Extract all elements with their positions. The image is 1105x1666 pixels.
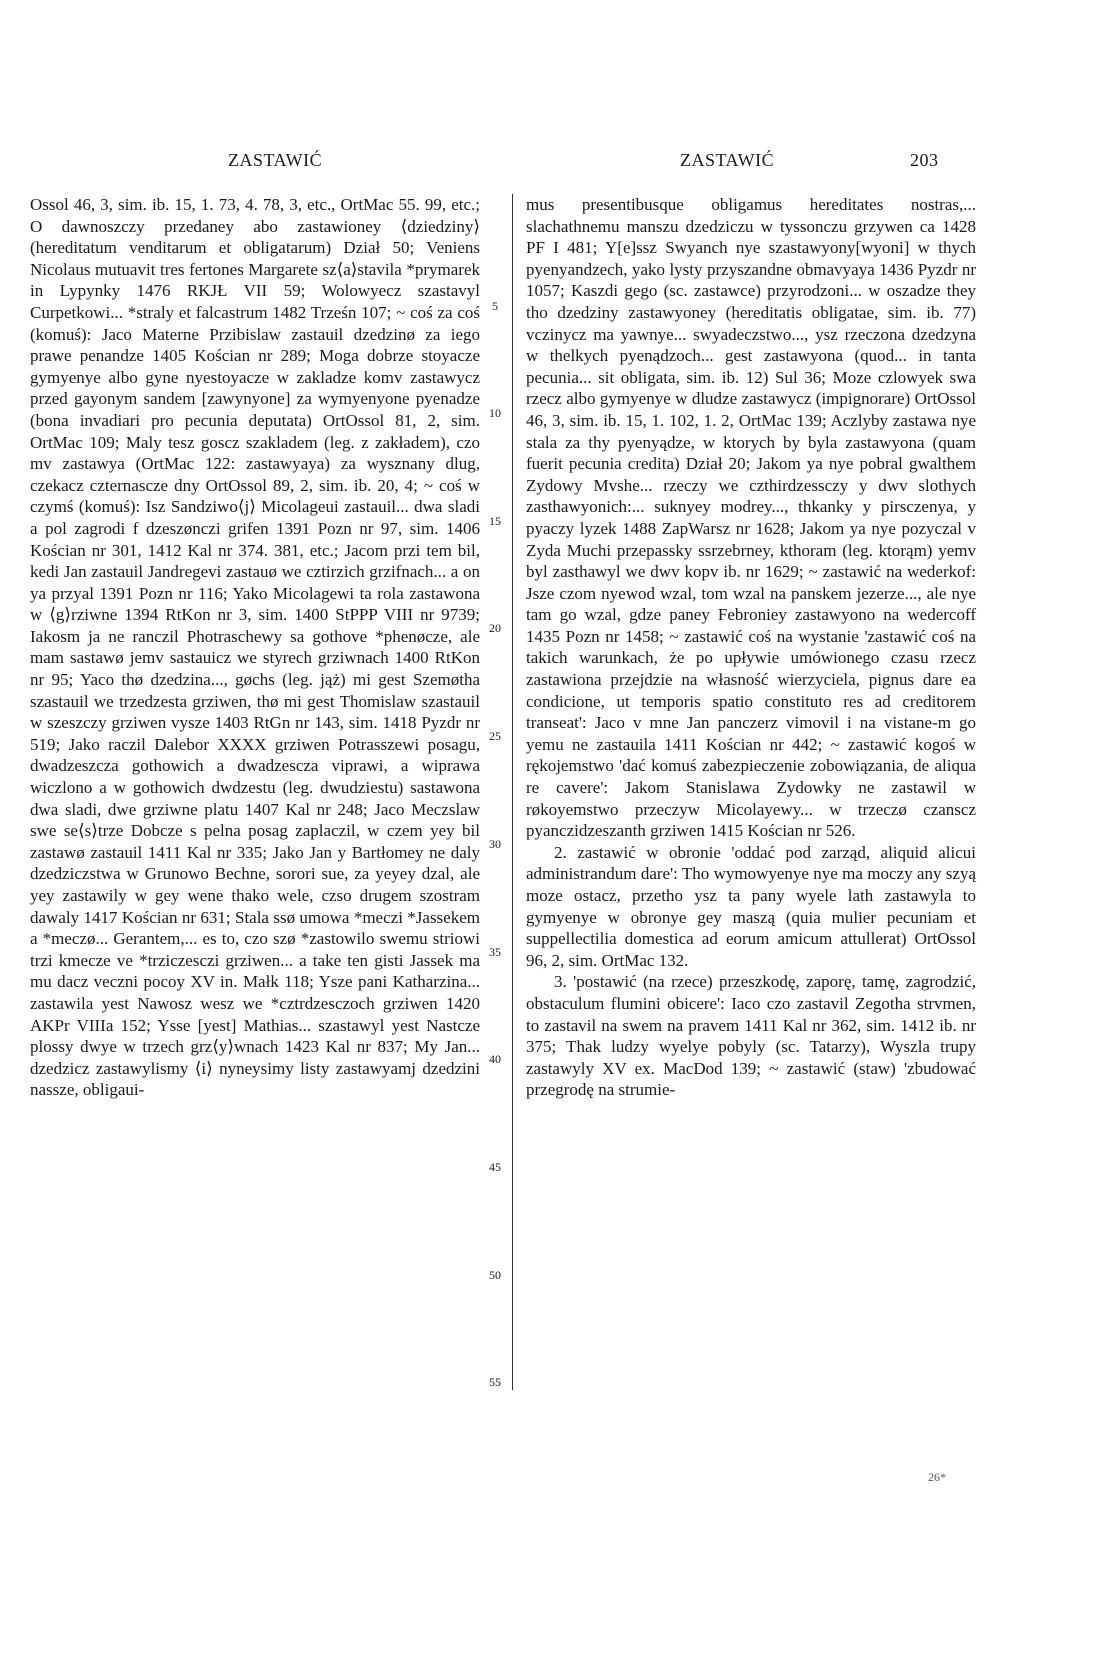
column-divider	[512, 194, 513, 1390]
right-column-text: mus presentibusque obligamus hereditates nostras,... slachathnemu manszu dzedziczu w tyssonczu grzywen ca 1428 PF I 481; Y[e]ssz Swyanch nye szastawyony[wyoni] w thych pyenyandzech, yako lysty przyszandne obmavyaya 1436 Pyzdr nr 1057; Kaszdi gego (sc. zastawce) przyrodzoni... w oszadze they tho dzedziny zastawyoney (hereditatis obligatae, sim. ib. 77) vczinycz ma yawnye... swyadeczstwo..., ysz rzeczona dzedzyna w thelkych pyenądzoch... gest zastawyona (quod... in tanta pecunia... sit obligata, sim. ib. 12) Sul 36; Moze czlowyek swa rzecz albo gymyenye w dludze zastawycz (impignorare) OrtOssol 46, 3, sim. ib. 15, 1. 102, 1. 2, OrtMac 139; Aczlyby zastawa nye stala za thy pyenyądze, w ktorych by byla zastawyona (quam fuerit pecunia credita) Dział 20; Jakom ya nye pobral gwalthem Zydowy Mvshe... rzeczy we czthirdzessczy y dwv slothych zasthawyonich:... suknyey modrey..., thkanky y pirsczenya, y pyaczy lyzek 1488 ZapWarsz nr 1628; Jakom ya nye pozyczal v Zyda Muchi przepassky ssrzebrney, kthoram (leg. ktorąm) yemv byl zasthawyl we dwv kopv ib. nr 1629; ~ zastawić na wederkof: Jsze czom nyewod wzal, tom wzal na panskem jezerze..., ale nye tam go wzal, gdze paney Febroniey zastawyono na wedercoff 1435 Pozn nr 1458; ~ zastawić coś na wystanie 'zastawić coś na takich warunkach, że po upływie umówionego czasu rzecz zastawiona przejdzie na własność wierzyciela, pignus dare ea condicione, ut temporis spatio constituto res ad creditorem transeat': Jaco v mne Jan panczerz vimovil i na vistane-m go yemu ne zastauila 1411 Kościan nr 442; ~ zastawić kogoś w rękojemstwo 'dać komuś zabezpieczenie zobowiązania, de aliqua re cavere': Jakom Stanislawa Zydowky ne zastawil w røkoyemstwo przeczyw Micolayewy... w trzeczø czanscz pyanczidzeszanth grziwen 1415 Kościan nr 526.	[526, 195, 976, 841]
line-number: 35	[489, 945, 501, 959]
line-number: 40	[489, 1052, 501, 1066]
sense-2-paragraph: 2. zastawić w obronie 'oddać pod zarząd, aliquid alicui administrandum dare': Tho wymowyenye nye ma moczy any szyą moze ostacz, przetho ysz ta pany wyele lath zastawyla to gymyenye w obronye gey maszą (quia mulier pecuniam et suppellectilia domestica ad eorum amicum attullerat) OrtOssol 96, 2, sim. OrtMac 132.	[526, 842, 976, 970]
page-number: 203	[910, 150, 939, 170]
sense-3-paragraph: 3. 'postawić (na rzece) przeszkodę, zaporę, tamę, zagrodzić, obstaculum flumini obicere': Iaco czo zastavil Zegotha strvmen, to zastavil na swem na pravem 1411 Kal nr 362, sim. 1412 ib. nr 375; Thak ludzy wyelye pobyly (sc. Tatarzy), Wyszla trupy zastawyly XV ex. MacDod 139; ~ zastawić (staw) 'zbudować przegrodę na strumie-	[526, 972, 976, 1100]
left-running-head: ZASTAWIĆ	[228, 150, 323, 170]
line-number: 45	[489, 1160, 501, 1174]
line-number: 30	[489, 837, 501, 851]
line-number: 20	[489, 621, 501, 635]
line-number: 15	[489, 514, 501, 528]
line-number: 10	[489, 406, 501, 420]
right-column	[526, 194, 976, 1101]
line-number: 5	[492, 299, 498, 313]
line-number: 25	[489, 729, 501, 743]
left-column	[30, 194, 480, 1101]
left-column-text: Ossol 46, 3, sim. ib. 15, 1. 73, 4. 78, 3, etc., OrtMac 55. 99, etc.; O dawnoszczy przedaney abo zastawioney ⟨dziedziny⟩ (hereditatum venditarum et obligatarum) Dział 50; Veniens Nicolaus mutuavit tres fertones Margarete sz⟨a⟩stavila *prymarek in Lypynky 1476 RKJŁ VII 59; Wolowyecz szastavyl Curpetkowi... *straly et falcastrum 1482 Trześn 107; ~ coś za coś (komuś): Jaco Materne Przibislaw zastauil dzedzinø za iego prawe penandze 1405 Kościan nr 289; Moga dobrze stoyacze gymyenye albo gyne nyestoyacze w zakladze komv zastawycz przed gayonym sandem [zawynyone] za wymyenyone pyenadze (bona invadiari pro pecunia deputata) OrtOssol 81, 2, sim. OrtMac 109; Maly tesz goscz szakladem (leg. z zakładem), czo mv zastawya (OrtMac 122: zastawyaya) za wysznany dlug, czekacz czternascze dny OrtOssol 89, 2, sim. ib. 20, 4; ~ coś w czymś (komuś): Isz Sandziwo⟨j⟩ Micolageui zastauil... dwa sladi a pol zagrodi f dzeszønczi grifen 1391 Pozn nr 97, sim. 1406 Kościan nr 301, 1412 Kal nr 374. 381, etc.; Jacom przi tem bil, kedi Jan zastauil Jandregevi zastauø we cztirzich grzifnach... a on ya przyal 1391 Pozn nr 116; Yako Micolagewi ta rola zastawona w ⟨g⟩rziwne 1394 RtKon nr 3, sim. 1400 StPPP VIII nr 9739; Iakosm ja ne ranczil Photraschewy sa gothove *phenøcze, ale mam sastawø jemv sastauicz we styrech grziwnach 1400 RtKon nr 95; Yaco thø dzedzina..., gøchs (leg. jąż) mi gest Szemøtha szastauil we trzedzesta grziwen, thø mi gest Thomislaw szastauil w szeszczy grziwen vysze 1403 RtGn nr 143, sim. 1418 Pyzdr nr 519; Jako raczil Dalebor XXXX grziwen Potrasszewi posagu, dwadzeszcza gothowich a dwadzescza viprawi, a wiprawa wiczlono a w gothowich dwdzestu (leg. dwudziestu) sastawona dwa sladi, dwe grziwne platu 1407 Kal nr 248; Jaco Meczslaw swe se⟨s⟩trze Dobcze s pelna posag zaplaczil, w czem yey bil zastawø zastauil 1411 Kal nr 335; Jako Jan y Bartłomey ne daly dzedziczstwa w Grunowo Bechne, sorori sue, za yeyey dzal, ale yey zastawily w gey wene thako wele, czso drugem szostram dawaly 1417 Kościan nr 631; Stala ssø umowa *meczi *Jassekem a *meczø... Gerantem,... es to, czo szø *zastowilo swemu striowi trzi kmecze ve *trziczesczi grziwen... a take ten gisti Jassek ma mu dacz veczni pocoy XV in. Małk 118; Ysze pani Katharzina... zastawila yest Nawosz wesz we *cztrdzesczoch grziwen 1420 AKPr VIIIa 152; Ysse [yest] Mathias... szastawyl yest Nastcze plossy dwye w trzech grz⟨y⟩wnach 1423 Kal nr 837; My Jan... dzedzicz zastawylismy ⟨i⟩ nyneysimy listy zastawyamj dzedzini nassze, obligaui-	[30, 195, 480, 1100]
line-number: 50	[489, 1268, 501, 1282]
signature-mark: 26*	[928, 1470, 946, 1484]
line-number: 55	[489, 1375, 501, 1389]
right-running-head: ZASTAWIĆ	[680, 150, 775, 170]
